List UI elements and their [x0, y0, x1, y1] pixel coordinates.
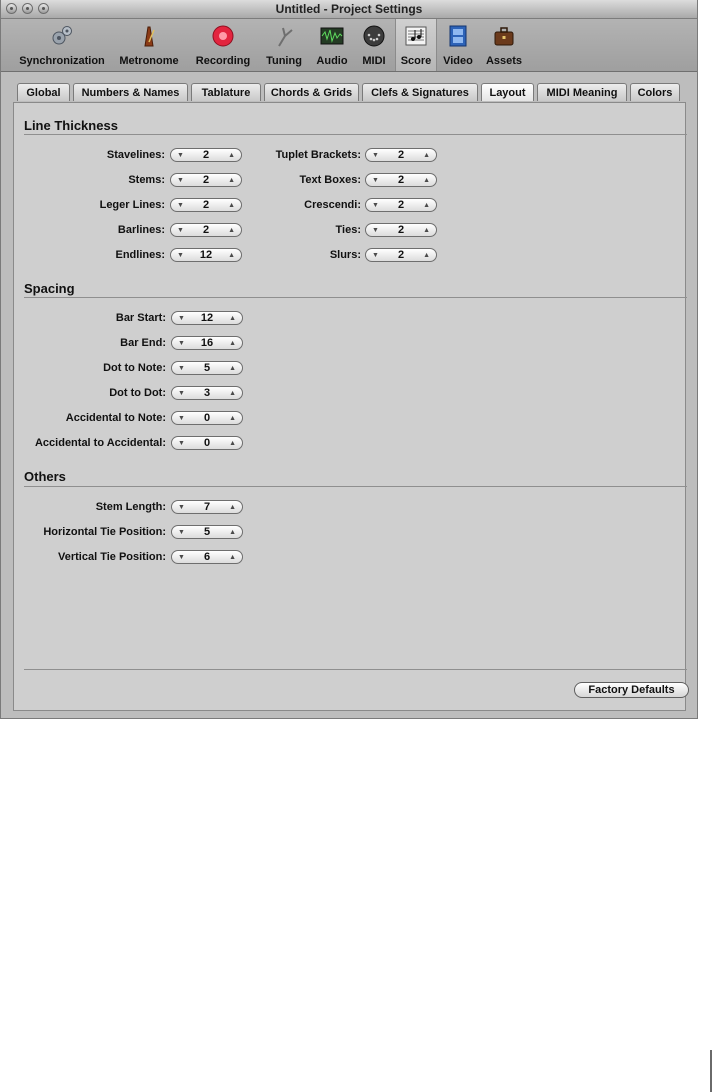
bar-end-stepper[interactable]	[171, 336, 243, 350]
audio-waveform-icon	[320, 24, 344, 48]
decrement-arrow-icon[interactable]: ▼	[372, 252, 379, 259]
toolbar-video[interactable]	[437, 19, 479, 71]
decrement-arrow-icon[interactable]: ▼	[178, 440, 185, 447]
dot-to-note-label: Dot to Note:	[103, 362, 166, 374]
stepper-value: 3	[203, 387, 211, 399]
increment-arrow-icon[interactable]: ▲	[228, 252, 235, 259]
stems-label: Stems:	[128, 174, 165, 186]
section-divider	[24, 297, 687, 298]
stepper-value: 2	[202, 224, 210, 236]
barlines-stepper[interactable]	[170, 223, 242, 237]
stems-stepper[interactable]	[170, 173, 242, 187]
tab-layout[interactable]: Layout	[481, 83, 534, 101]
toolbar-label: Audio	[316, 55, 348, 67]
decrement-arrow-icon[interactable]: ▼	[177, 177, 184, 184]
stepper-value: 2	[397, 199, 405, 211]
tuplet-brackets-label: Tuplet Brackets:	[275, 149, 361, 161]
toolbar-label: Recording	[195, 55, 251, 67]
stepper-value: 5	[203, 362, 211, 374]
decrement-arrow-icon[interactable]: ▼	[372, 202, 379, 209]
leger-lines-label: Leger Lines:	[99, 199, 165, 211]
toolbar-assets[interactable]	[481, 19, 527, 71]
decrement-arrow-icon[interactable]: ▼	[178, 554, 185, 561]
text-boxes-stepper[interactable]	[365, 173, 437, 187]
vertical-tie-position-label: Vertical Tie Position:	[58, 551, 166, 563]
stem-length-stepper[interactable]	[171, 500, 243, 514]
stavelines-stepper[interactable]	[170, 148, 242, 162]
tab-midi-meaning[interactable]: MIDI Meaning	[537, 83, 627, 101]
increment-arrow-icon[interactable]: ▲	[229, 315, 236, 322]
stepper-value: 12	[200, 312, 214, 324]
tab-colors[interactable]: Colors	[630, 83, 680, 101]
section-divider	[24, 134, 687, 135]
toolbar-audio[interactable]	[311, 19, 353, 71]
tab-chords-grids[interactable]: Chords & Grids	[264, 83, 359, 101]
decrement-arrow-icon[interactable]: ▼	[177, 227, 184, 234]
tab-global[interactable]: Global	[17, 83, 70, 101]
increment-arrow-icon[interactable]: ▲	[423, 202, 430, 209]
dot-to-dot-stepper[interactable]	[171, 386, 243, 400]
tuning-fork-icon	[272, 24, 296, 48]
record-icon	[211, 24, 235, 48]
toolbar-label: Synchronization	[19, 55, 105, 67]
toolbar-label: Metronome	[119, 55, 179, 67]
minimize-window-icon[interactable]	[22, 3, 33, 14]
toolbar-tuning[interactable]	[259, 19, 309, 71]
accidental-to-accidental-stepper[interactable]	[171, 436, 243, 450]
zoom-window-icon[interactable]	[38, 3, 49, 14]
increment-arrow-icon[interactable]: ▲	[423, 152, 430, 159]
score-icon	[404, 24, 428, 48]
endlines-stepper[interactable]	[170, 248, 242, 262]
briefcase-icon	[492, 24, 516, 48]
decrement-arrow-icon[interactable]: ▼	[372, 152, 379, 159]
footer-divider	[24, 669, 687, 670]
decrement-arrow-icon[interactable]: ▼	[178, 315, 185, 322]
increment-arrow-icon[interactable]: ▲	[228, 152, 235, 159]
barlines-label: Barlines:	[117, 224, 165, 236]
toolbar-score[interactable]	[395, 19, 437, 71]
text-boxes-label: Text Boxes:	[299, 174, 361, 186]
increment-arrow-icon[interactable]: ▲	[229, 415, 236, 422]
tab-tablature[interactable]: Tablature	[191, 83, 261, 101]
bar-start-label: Bar Start:	[115, 312, 166, 324]
accidental-to-note-label: Accidental to Note:	[65, 412, 166, 424]
toolbar-label: Score	[400, 55, 432, 67]
vertical-tie-position-stepper[interactable]	[171, 550, 243, 564]
section-title-line-thickness: Line Thickness	[24, 118, 118, 133]
decrement-arrow-icon[interactable]: ▼	[178, 415, 185, 422]
decrement-arrow-icon[interactable]: ▼	[178, 340, 185, 347]
decrement-arrow-icon[interactable]: ▼	[178, 390, 185, 397]
increment-arrow-icon[interactable]: ▲	[229, 390, 236, 397]
stepper-value: 6	[203, 551, 211, 563]
stepper-value: 12	[199, 249, 213, 261]
increment-arrow-icon[interactable]: ▲	[228, 227, 235, 234]
toolbar-midi[interactable]	[355, 19, 393, 71]
decrement-arrow-icon[interactable]: ▼	[372, 177, 379, 184]
decrement-arrow-icon[interactable]: ▼	[178, 529, 185, 536]
ties-stepper[interactable]	[365, 223, 437, 237]
page-margin-rule	[710, 1050, 712, 1092]
dot-to-note-stepper[interactable]	[171, 361, 243, 375]
decrement-arrow-icon[interactable]: ▼	[178, 365, 185, 372]
toolbar-label: MIDI	[362, 55, 386, 67]
stepper-value: 2	[397, 224, 405, 236]
stepper-value: 2	[397, 174, 405, 186]
video-film-icon	[446, 24, 470, 48]
endlines-label: Endlines:	[115, 249, 165, 261]
increment-arrow-icon[interactable]: ▲	[229, 440, 236, 447]
decrement-arrow-icon[interactable]: ▼	[177, 202, 184, 209]
increment-arrow-icon[interactable]: ▲	[228, 177, 235, 184]
crescendi-label: Crescendi:	[304, 199, 361, 211]
close-window-icon[interactable]	[6, 3, 17, 14]
stepper-value: 7	[203, 501, 211, 513]
horizontal-tie-position-label: Horizontal Tie Position:	[43, 526, 166, 538]
horizontal-tie-position-stepper[interactable]	[171, 525, 243, 539]
toolbar-synchronization[interactable]	[15, 19, 109, 71]
section-divider	[24, 486, 687, 487]
section-title-spacing: Spacing	[24, 281, 75, 296]
factory-defaults-button[interactable]: Factory Defaults	[574, 682, 689, 698]
decrement-arrow-icon[interactable]: ▼	[177, 152, 184, 159]
toolbar-label: Video	[443, 55, 473, 67]
decrement-arrow-icon[interactable]: ▼	[372, 227, 379, 234]
midi-connector-icon	[362, 24, 386, 48]
increment-arrow-icon[interactable]: ▲	[229, 504, 236, 511]
stepper-value: 2	[202, 174, 210, 186]
toolbar-label: Tuning	[266, 55, 302, 67]
ties-label: Ties:	[335, 224, 361, 236]
toolbar-recording[interactable]	[189, 19, 257, 71]
stepper-value: 5	[203, 526, 211, 538]
increment-arrow-icon[interactable]: ▲	[229, 340, 236, 347]
tab-clefs-signatures[interactable]: Clefs & Signatures	[362, 83, 478, 101]
accidental-to-accidental-label: Accidental to Accidental:	[34, 437, 166, 449]
increment-arrow-icon[interactable]: ▲	[423, 177, 430, 184]
metronome-icon	[137, 24, 161, 48]
stepper-value: 2	[397, 149, 405, 161]
increment-arrow-icon[interactable]: ▲	[229, 365, 236, 372]
title-bar[interactable]	[1, 0, 697, 19]
tuplet-brackets-stepper[interactable]	[365, 148, 437, 162]
increment-arrow-icon[interactable]: ▲	[229, 554, 236, 561]
increment-arrow-icon[interactable]: ▲	[228, 202, 235, 209]
decrement-arrow-icon[interactable]: ▼	[178, 504, 185, 511]
increment-arrow-icon[interactable]: ▲	[423, 227, 430, 234]
stepper-value: 0	[203, 437, 211, 449]
stem-length-label: Stem Length:	[95, 501, 166, 513]
section-title-others: Others	[24, 469, 66, 484]
accidental-to-note-stepper[interactable]	[171, 411, 243, 425]
dot-to-dot-label: Dot to Dot:	[109, 387, 166, 399]
stepper-value: 2	[202, 199, 210, 211]
bar-end-label: Bar End:	[120, 337, 166, 349]
window-title: Untitled - Project Settings	[275, 2, 423, 16]
increment-arrow-icon[interactable]: ▲	[423, 252, 430, 259]
toolbar-label: Assets	[485, 55, 523, 67]
leger-lines-stepper[interactable]	[170, 198, 242, 212]
stepper-value: 0	[203, 412, 211, 424]
crescendi-stepper[interactable]	[365, 198, 437, 212]
decrement-arrow-icon[interactable]: ▼	[177, 252, 184, 259]
stepper-value: 2	[397, 249, 405, 261]
slurs-stepper[interactable]	[365, 248, 437, 262]
layout-panel	[13, 102, 686, 711]
stavelines-label: Stavelines:	[106, 149, 165, 161]
slurs-label: Slurs:	[329, 249, 361, 261]
increment-arrow-icon[interactable]: ▲	[229, 529, 236, 536]
tab-numbers-names[interactable]: Numbers & Names	[73, 83, 188, 101]
settings-toolbar	[1, 19, 697, 72]
gears-icon	[50, 24, 74, 48]
stepper-value: 16	[200, 337, 214, 349]
toolbar-metronome[interactable]	[111, 19, 187, 71]
bar-start-stepper[interactable]	[171, 311, 243, 325]
stepper-value: 2	[202, 149, 210, 161]
